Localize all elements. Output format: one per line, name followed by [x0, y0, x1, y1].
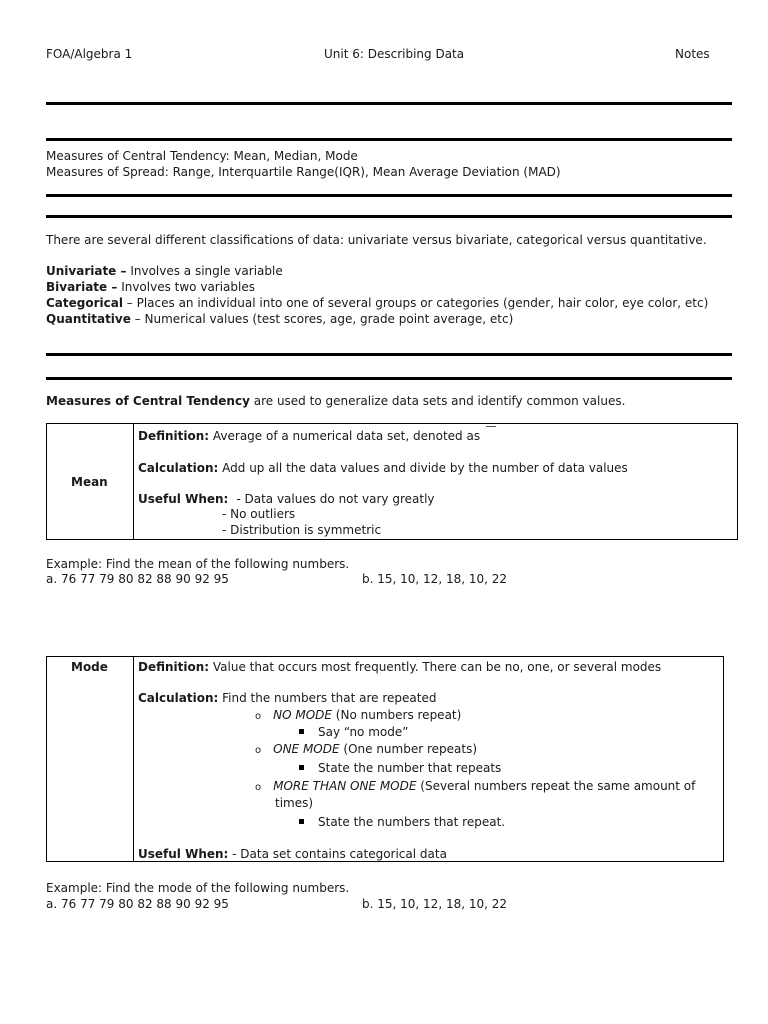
blank-rule-1: [46, 102, 732, 105]
central-tendency-intro: Measures of Central Tendency are used to generalize data sets and identify common values.: [46, 394, 626, 408]
circle-bullet-icon: o: [255, 782, 262, 793]
square-bullet-icon: [299, 729, 304, 734]
spread-list: Measures of Spread: Range, Interquartile Range(IQR), Mean Average Deviation (MAD): [46, 165, 561, 179]
table-divider: [133, 657, 134, 861]
central-tendency-list: Measures of Central Tendency: Mean, Median, Mode: [46, 149, 358, 163]
circle-bullet-icon: o: [255, 711, 262, 722]
blank-rule-6: [46, 377, 732, 380]
mode-case: o NO MODE (No numbers repeat): [255, 708, 462, 722]
header-notes: Notes: [675, 47, 710, 61]
def-quantitative: Quantitative – Numerical values (test scores, age, grade point average, etc): [46, 312, 514, 326]
mode-case-bullet: State the number that repeats: [299, 761, 501, 776]
mode-case-bullet: State the numbers that repeat.: [299, 815, 505, 830]
mode-label: Mode: [71, 660, 108, 674]
mean-example-a: a. 76 77 79 80 82 88 90 92 95: [46, 572, 229, 586]
header-unit: Unit 6: Describing Data: [324, 47, 465, 61]
blank-rule-2: [46, 138, 732, 141]
mode-useful-when: Useful When: - Data set contains categorical data: [138, 847, 447, 861]
mode-case-continued: times): [275, 796, 314, 810]
mode-case-bullet: Say “no mode”: [299, 725, 408, 740]
table-divider: [133, 424, 134, 539]
square-bullet-icon: [299, 765, 304, 770]
blank-rule-3: [46, 194, 732, 197]
mean-useful-item: - No outliers: [222, 507, 296, 521]
mode-case: o MORE THAN ONE MODE (Several numbers repeat the same amount of: [255, 779, 696, 793]
x-bar-symbol: [486, 426, 496, 427]
mean-label: Mean: [71, 475, 108, 489]
square-bullet-icon: [299, 819, 304, 824]
mean-useful-when: Useful When: - Data values do not vary greatly: [138, 492, 435, 506]
circle-bullet-icon: o: [255, 745, 262, 756]
classification-intro: There are several different classifications of data: univariate versus bivariate, categorical versus quantitative.: [46, 233, 707, 247]
mean-calculation: Calculation: Add up all the data values and divide by the number of data values: [138, 461, 628, 475]
def-categorical: Categorical – Places an individual into one of several groups or categories (gender, hair color, eye color, etc): [46, 296, 709, 310]
mean-table: [46, 423, 738, 540]
mode-example-a: a. 76 77 79 80 82 88 90 92 95: [46, 897, 229, 911]
mode-example-prompt: Example: Find the mode of the following numbers.: [46, 881, 350, 895]
mean-example-b: b. 15, 10, 12, 18, 10, 22: [362, 572, 508, 586]
mean-useful-item: - Distribution is symmetric: [222, 523, 382, 537]
mode-example-b: b. 15, 10, 12, 18, 10, 22: [362, 897, 508, 911]
header-course: FOA/Algebra 1: [46, 47, 133, 61]
mode-case: o ONE MODE (One number repeats): [255, 742, 478, 756]
blank-rule-4: [46, 215, 732, 218]
mode-definition: Definition: Value that occurs most frequently. There can be no, one, or several modes: [138, 660, 662, 674]
mean-definition: Definition: Average of a numerical data set, denoted as: [138, 429, 496, 444]
def-univariate: Univariate – Involves a single variable: [46, 264, 283, 278]
mode-table: [46, 656, 724, 862]
mean-example-prompt: Example: Find the mean of the following numbers.: [46, 557, 350, 571]
def-bivariate: Bivariate – Involves two variables: [46, 280, 255, 294]
blank-rule-5: [46, 353, 732, 356]
mode-calculation: Calculation: Find the numbers that are repeated: [138, 691, 437, 705]
